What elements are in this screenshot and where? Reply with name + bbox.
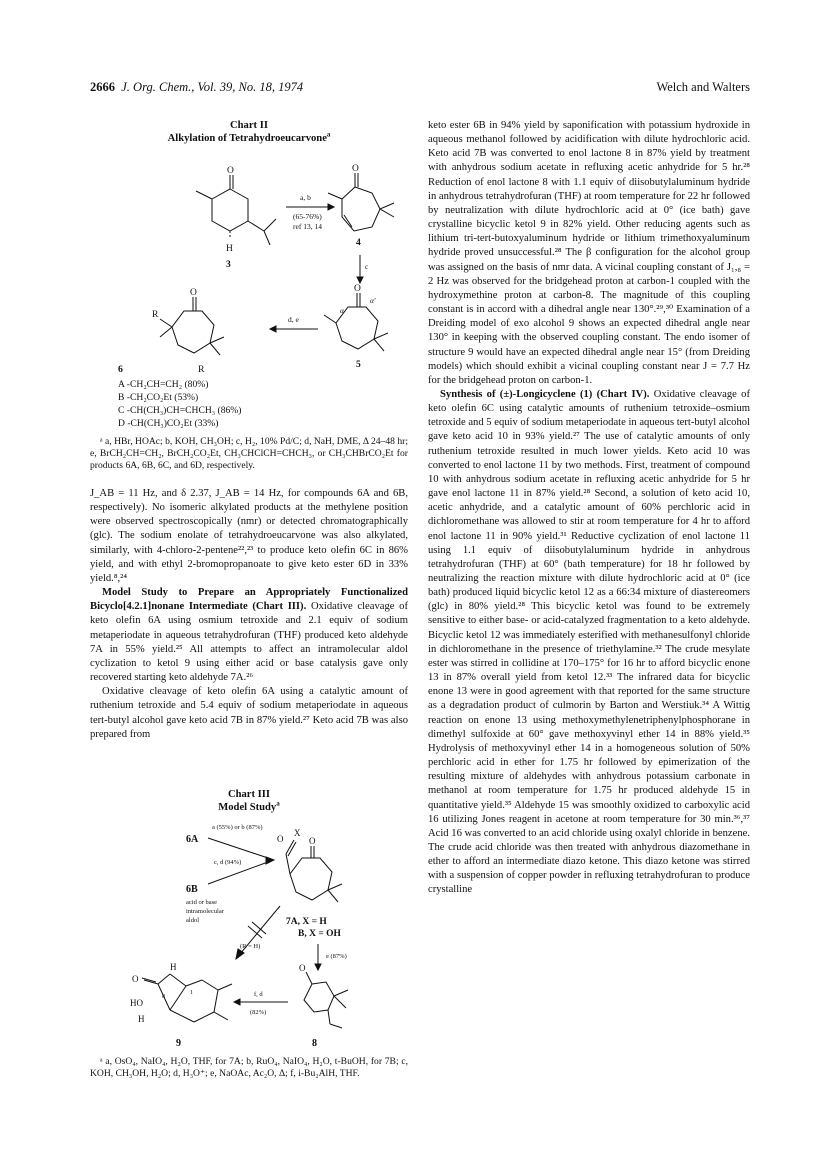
left-column-text: [90, 487, 408, 742]
compound-7-structure: [286, 840, 342, 902]
atom-o-9: O: [132, 974, 139, 984]
label-6b: 6B: [186, 884, 198, 895]
aldol-label-2: intramolecular: [186, 908, 224, 915]
atom-o-3: O: [227, 166, 234, 176]
atom-h-9a: H: [170, 962, 177, 972]
arrow-e-label: e (87%): [326, 953, 347, 960]
atom-o-6: O: [190, 288, 197, 298]
section-heading: Synthesis of (±)-Longicyclene (1) (Chart IV).: [440, 388, 650, 400]
compound-5-structure: [324, 293, 388, 351]
hydroxyl-label: HO: [130, 998, 143, 1008]
compound-8-label: 8: [312, 1038, 317, 1049]
compound-9-label: 9: [176, 1038, 181, 1049]
alpha-label: α: [340, 306, 344, 315]
chart-ii-table: [90, 364, 408, 430]
atom-o-4: O: [352, 164, 359, 174]
atom-o-8: O: [299, 963, 306, 973]
atom-o-7a: O: [277, 834, 284, 844]
arrow-ab-top: a, b: [300, 193, 311, 202]
table-head-number: 6: [118, 364, 123, 375]
chart-iii: [90, 788, 408, 1080]
paragraph: J_AB = 11 Hz, and δ 2.37, J_AB = 14 Hz, for compounds 6A and 6B, respectively). No isomeric alkylated products at the methylene position were observed spectroscopically (nmr) or detected chromatographically (glc). The sodium enolate of tetrahydroeucarvone was also alkylated, similarly, with 4-chloro-2-pentene²²,²³ to produce keto olefin 6C in 86% yield, and with ethyl 2-bromopropanoate to give keto ester 6D in 33% yield.⁸,²⁴: [90, 488, 408, 584]
arrow-cd-label: c, d (94%): [214, 859, 242, 866]
compound-3-label: 3: [226, 260, 231, 270]
table-row: A -CH₂CH=CH₂ (80%): [118, 379, 209, 390]
section-heading: Model Study to Prepare an Appropriately Functionalized Bicyclo[4.2.1]nonane Intermediate (Chart III).: [90, 587, 408, 613]
position-8-label: 8: [162, 994, 165, 1000]
alpha-prime-label: α′: [370, 296, 376, 305]
chart-ii-footnote: ᵃ a, HBr, HOAc; b, KOH, CH₃OH; c, H₂, 10% Pd/C; d, NaH, DME, Δ 24–48 hr; e, BrCH₂CH=CH₂, BrCH₂CO₂Et, CH₃CHClCH=CHCH₃, or CH₃CHBrCO₂Et for products 6A, 6B, 6C, and 6D, respectively.: [90, 436, 408, 471]
compound-3-structure: [196, 175, 276, 245]
table-row: B -CH₂CO₂Et (53%): [118, 392, 199, 403]
chart-ii-scheme: [90, 145, 408, 370]
arrow-a-label: a (55%) or b (87%): [212, 824, 263, 831]
label-7b: B, X = OH: [298, 929, 341, 939]
arrow-de-label: d, e: [288, 315, 299, 324]
atom-x-7: X: [294, 828, 301, 838]
table-head-r: R: [198, 364, 205, 375]
paragraph: Oxidative cleavage of keto olefin 6A using a catalytic amount of ruthenium tetroxide and 5.4 equiv of sodium metaperiodate in aqueous tert-butyl alcohol gave keto acid 7B in 87% yield.²⁷ Keto acid 7B was also prepared from: [90, 686, 408, 740]
page-number: 2666: [90, 80, 115, 94]
atom-h-9b: H: [138, 1014, 145, 1024]
compound-9-structure: [142, 974, 232, 1022]
paragraph: Model Study to Prepare an Appropriately Functionalized Bicyclo[4.2.1]nonane Intermediate (Chart III). Oxidative cleavage of keto olefin 6A using osmium tetroxide and 2.1 equiv of sodium metaperiodate in aqueous tetrahydrofuran (THF) produced keto aldehyde 7A in 55% yield.²⁵ All attempts to affect an intramolecular aldol cyclization to ketol 9 using either acid or base catalysis gave only recovered starting keto aldehyde 7A.²⁶: [90, 587, 408, 684]
right-column-text: [428, 119, 750, 898]
arrow-fd-yield: (82%): [250, 1009, 267, 1016]
arrow-from-6a: [208, 838, 268, 858]
atom-h-3: H: [226, 244, 233, 254]
r-group-label: R: [152, 310, 159, 320]
compound-4-label: 4: [356, 238, 361, 248]
compound-4-structure: [328, 173, 394, 231]
position-1-label: 1: [190, 990, 193, 996]
paragraph: Synthesis of (±)-Longicyclene (1) (Chart IV). Oxidative cleavage of keto olefin 6C using catalytic amounts of ruthenium tetroxide–osmium tetroxide and 5 equiv of sodium metaperiodate in aqueous tert-butyl alcohol gave keto acid 10 in 93% yield.²⁷ The use of catalytic amounts of only ruthenium tetroxide resulted in much lower yields. Keto acid 10 was converted to enol lactone 11 by two methods. First, treatment of compound 10 with anhydrous sodium acetate in refluxing acetic anhydride for 5 hr gave enol lactone 11 in 87% yield.²⁸ Second, a solution of keto acid 10, acetic anhydride, and a catalytic amount of 60% perchloric acid in dichloromethane was allowed to stir at room temperature for 4 hr to afford enol lactone 11 in 90% yield.³¹ Reductive cyclization of enol lactone 11 using 1.1 equiv of diisobutylaluminum hydride in anhydrous tetrahydrofuran (THF) at 60° (bath temperature) for 18 hr followed by neutralizing the reaction mixture with dilute hydrochloric acid at 0° (ice bath) produced liquid bicyclic ketol 12 as a 66:34 mixture of diastereomers (glc) in 80% yield.²⁸ This bicyclic ketol was found to be extremely sensitive to either base- or acid-catalyzed fragmentation to a keto aldehyde. Bicyclic ketol 12 was immediately esterified with methanesulfonyl chloride in dichloromethane in the presence of triethylamine.³² The crude mesylate ester was stirred in collidine at 170–175° for 16 hr to afford bicyclic enone 13 in 87% overall yield from ketol 12.³³ The infrared data for bicyclic enone 13 were in good agreement with that reported for the same structure as a degradation product of culmorin by Barton and Werstiuk.³⁴ A Wittig reaction on enone 13 using methoxymethylenetriphenylphosphorane in dimethyl sulfoxide at 60° gave methoxyvinyl ether 14 in 88% yield.³⁵ Hydrolysis of methoxyvinyl ether 14 in a homogeneous solution of 50% perchloric acid in ether for 1.75 hr followed by epimerization of the resulting mixture of aldehydes with anhydrous potassium carbonate in methanol at room temperature for 1.75 hr produced aldehyde 15 in quantitative yield.³⁵ Aldehyde 15 was smoothly oxidized to carboxylic acid 16 utilizing Jones reagent in acetone at room temperature for 30 min.³⁶,³⁷ Acid 16 was converted to an acid chloride using oxalyl chloride in benzene. The crude acid chloride was then treated with anhydrous diazomethane in ether to afford an intermediate diazo ketone. This diazo ketone was stirred with a suspension of copper powder in refluxing tetrahydrofuran to produce crystalline: [428, 388, 750, 896]
chart-iii-title: Chart III Model Study$^a$: [218, 789, 280, 813]
atom-o-5: O: [354, 284, 361, 294]
arrow-c-label: c: [365, 262, 369, 271]
chart-iii-scheme: [90, 814, 408, 1052]
atom-o-7b: O: [309, 836, 316, 846]
table-row: C -CH(CH₃)CH=CHCH₃ (86%): [118, 405, 242, 416]
table-row: D -CH(CH₃)CO₂Et (33%): [118, 418, 219, 429]
paragraph: keto ester 6B in 94% yield by saponification with potassium hydroxide in aqueous methanol followed by acidification with dilute hydrochloric acid. Keto acid 7B was converted to enol lactone 8 in 87% yield by treatment with anhydrous sodium acetate in refluxing acetic anhydride for 5 hr.²⁸ Reduction of enol lactone 8 with 1.1 equiv of diisobutylaluminum hydride in anhydrous tetrahydrofuran (THF) at room temperature for 22 hr followed by neutralization with dilute hydrochloric acid at 0° (ice bath) gave crystalline bicyclic ketol 9 in 82% yield. Other reducing agents such as lithium tri-tert-butoxyaluminum hydride or lithium trimethoxyaluminum hydride proved unsuccessful.²⁸ The β configuration for the alcohol group was assigned on the basis of nmr data. A vicinal coupling constant of J₁,₈ = 2 Hz was observed for the bridgehead proton at carbon-1 coupled with the hydroxymethine proton at carbon-8. The magnitude of this coupling constant is in accord with a dihedral angle near 130°.²⁹,³⁰ Examination of a Dreiding model of exo alcohol 9 shows an expected dihedral angle near 130° in keeping with the observed coupling constant. The endo isomer of structure 9 would have an expected dihedral angle near 15° (from Dreiding models) which should exhibit a vicinal coupling constant near J = 7.7 Hz for the bridgehead proton on carbon-1.: [428, 120, 750, 386]
chart-ii-title: Chart II Alkylation of Tetrahydroeucarvone$^a$: [167, 120, 331, 144]
chart-iii-footnote: ᵃ a, OsO₄, NaIO₄, H₂O, THF, for 7A; b, RuO₄, NaIO₄, H₂O, t-BuOH, for 7B; c, KOH, CH₃OH, H₂O; d, H₃O⁺; e, NaOAc, Ac₂O, Δ; f, i-Bu₂AlH, THF.: [90, 1056, 408, 1079]
aldol-label-3: aldol: [186, 917, 199, 924]
label-7a: 7A, X = H: [286, 917, 327, 927]
arrow-ab-ref: ref 13, 14: [293, 222, 322, 231]
arrow-fd-label: f, d: [254, 991, 263, 998]
arrow-ab-yield: (65-76%): [293, 212, 322, 221]
r-equals-h-label: (R = H): [240, 943, 261, 950]
author-names: Welch and Walters: [656, 80, 750, 94]
label-6a: 6A: [186, 834, 199, 845]
compound-8-structure: [304, 972, 348, 1028]
chart-ii: [90, 119, 408, 472]
compound-5-label: 5: [356, 360, 361, 370]
running-header: [90, 80, 750, 100]
compound-6-structure: [160, 297, 224, 355]
journal-citation: J. Org. Chem., Vol. 39, No. 18, 1974: [121, 80, 304, 94]
aldol-label-1: acid or base: [186, 899, 218, 906]
